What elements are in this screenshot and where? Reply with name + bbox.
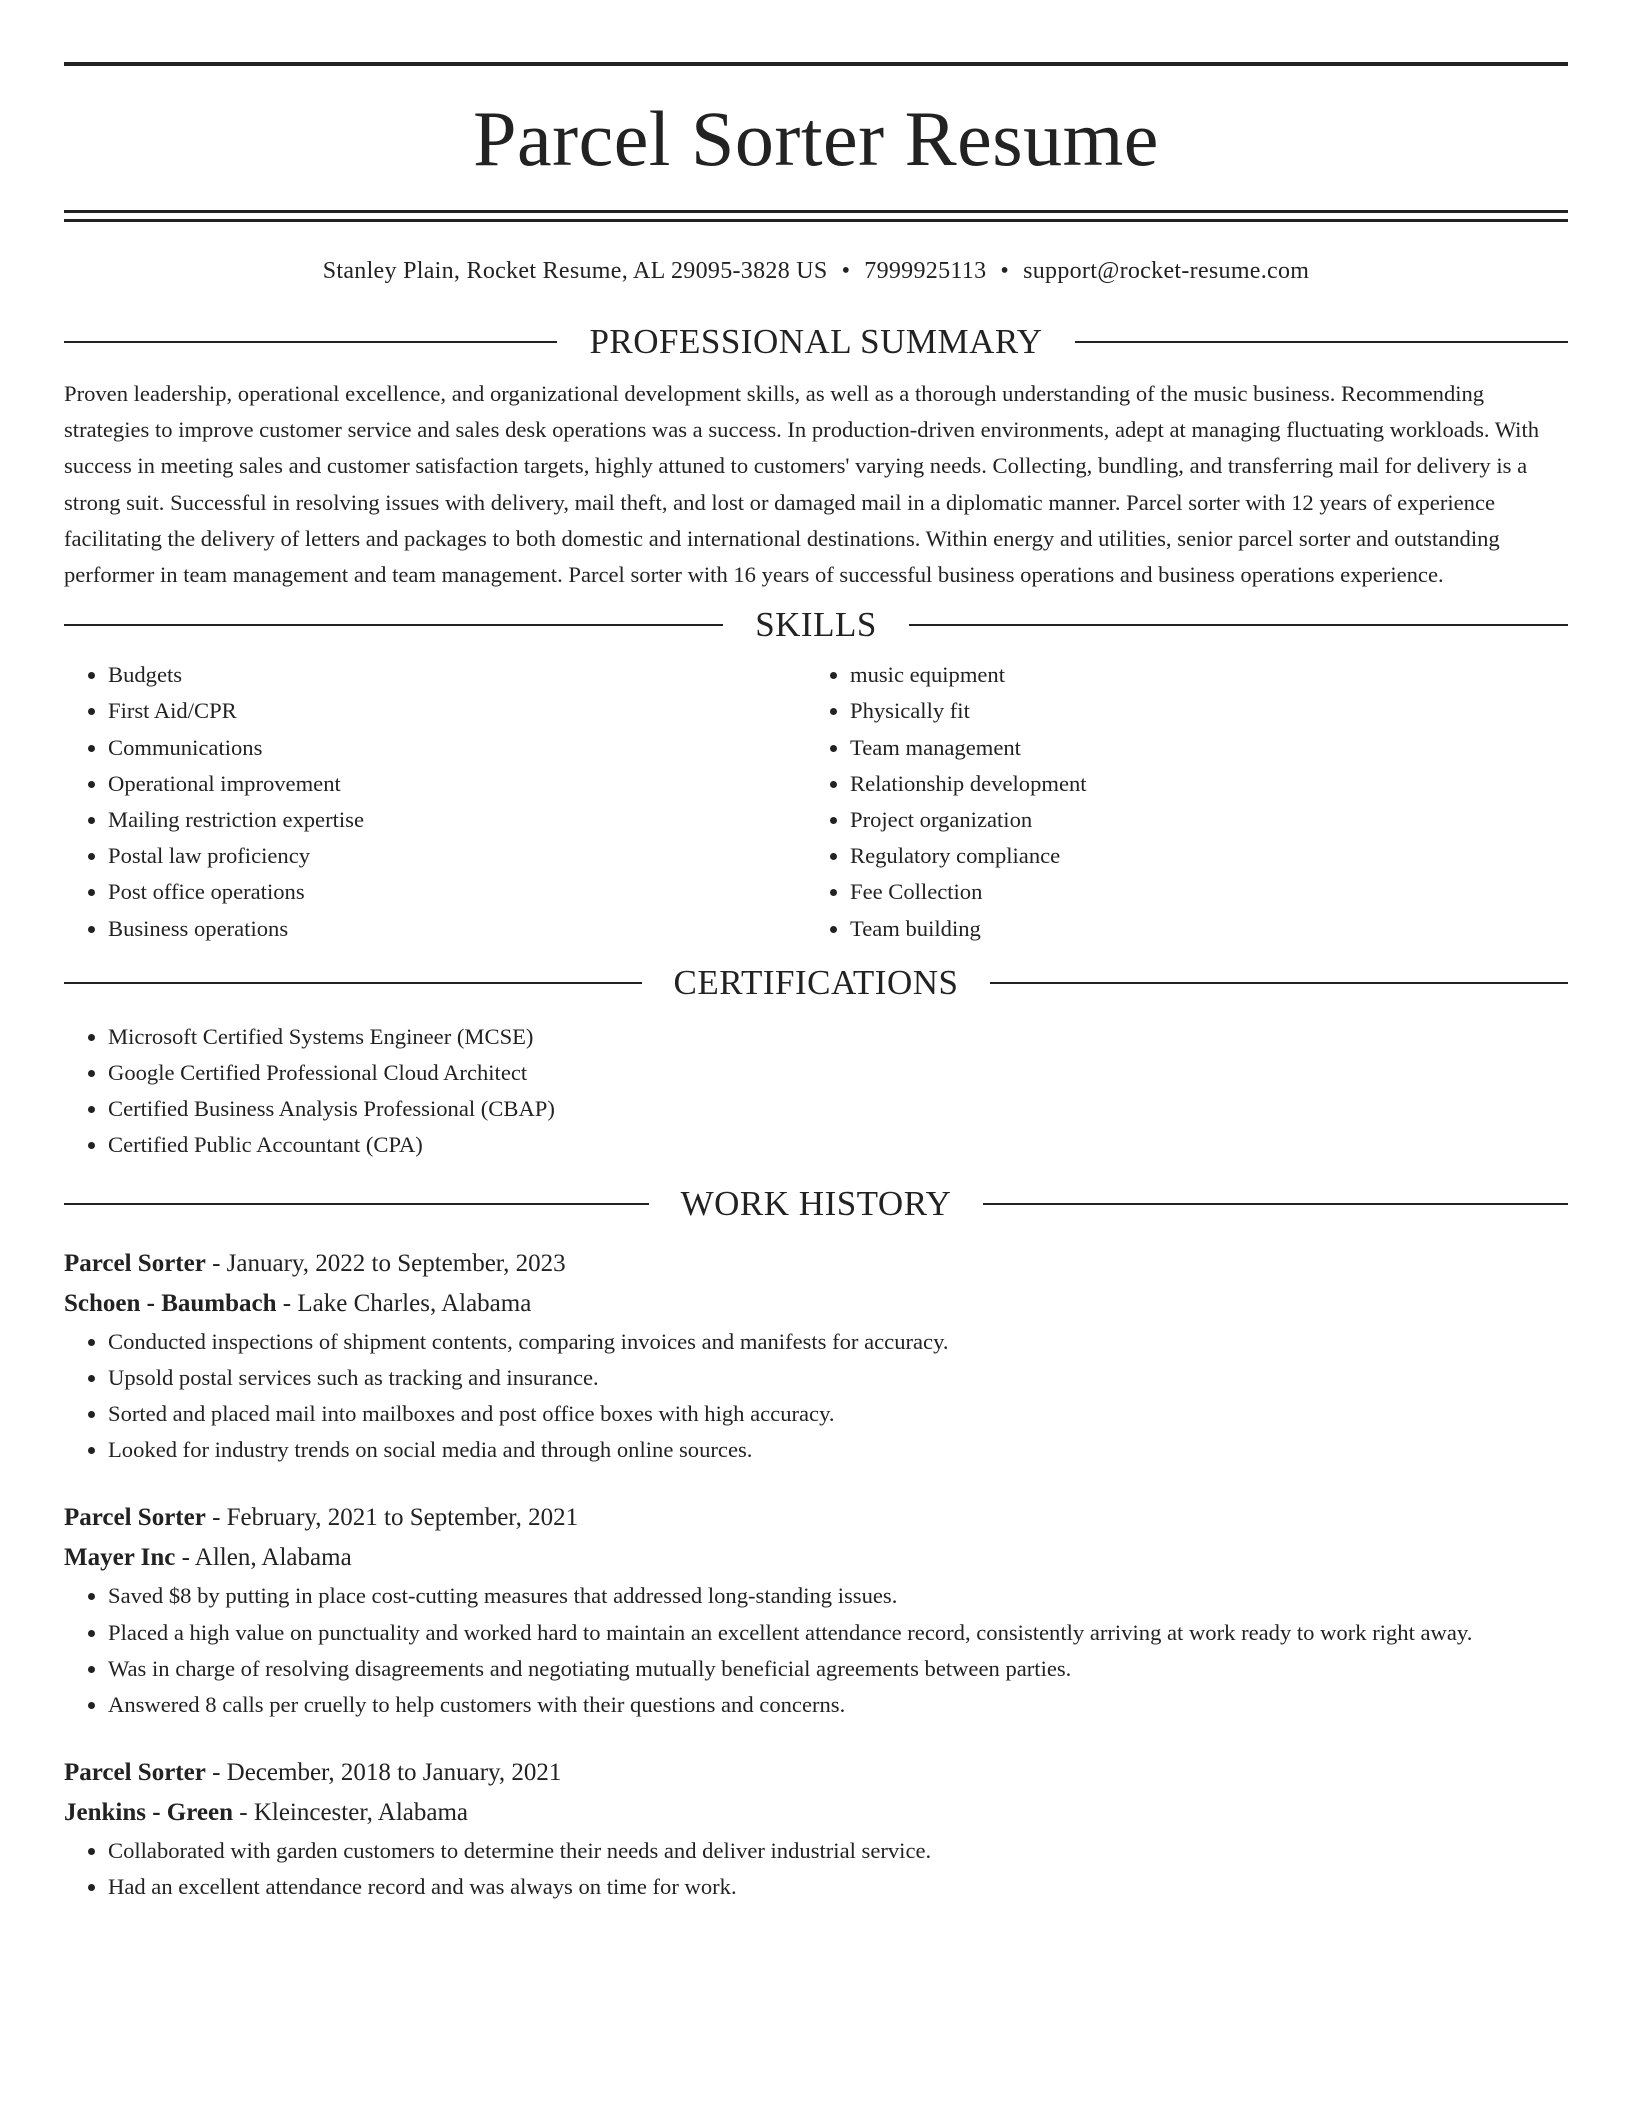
job-bullet: • Answered 8 calls per cruelly to help customers with their questions and concerns. (108, 1687, 1568, 1723)
contact-separator: • (841, 258, 851, 284)
job-title: Parcel Sorter (64, 1759, 206, 1787)
job-title-line (64, 1498, 1568, 1538)
skill-item: • Project organization (850, 802, 1568, 838)
summary-text: Proven leadership, operational excellence, and organizational development skills, as well as a thorough understanding of the music business. Recommending strategies to improve customer service and sales desk operations was a success. In production-driven environments, adept at managing fluctuating workloads. With success in meeting sales and customer satisfaction targets, highly attuned to customers' varying needs. Collecting, bundling, and transferring mail for delivery is a strong suit. Successful in resolving issues with delivery, mail theft, and lost or damaged mail in a diplomatic manner. Parcel sorter with 12 years of experience facilitating the delivery of letters and packages to both domestic and international destinations. Within energy and utilities, senior parcel sorter and outstanding performer in team management and team management. Parcel sorter with 16 years of successful business operations and business operations experience. (64, 381, 1540, 588)
heading-rule-right (909, 624, 1568, 626)
certification-item: • Certified Business Analysis Professional (CBAP) (108, 1091, 1568, 1127)
skill-item: • Regulatory compliance (850, 838, 1568, 874)
skill-item: • Postal law proficiency (108, 838, 806, 874)
resume-title: Parcel Sorter Resume (473, 95, 1159, 182)
contact-address: Stanley Plain, Rocket Resume, AL 29095-3828 US (322, 258, 828, 284)
certifications-heading: CERTIFICATIONS (673, 962, 959, 1002)
skills-heading: SKILLS (755, 605, 877, 645)
contact-separator: • (1000, 258, 1010, 284)
certification-item: • Certified Public Accountant (CPA) (108, 1127, 1568, 1163)
heading-rule-left (64, 341, 557, 343)
job-entry (64, 1244, 1568, 1469)
job-location: - Allen, Alabama (175, 1544, 352, 1572)
skills-list-left (64, 657, 806, 947)
job-dates: - February, 2021 to September, 2021 (205, 1504, 579, 1532)
job-bullet: • Sorted and placed mail into mailboxes and post office boxes with high accuracy. (108, 1396, 1568, 1432)
skill-item: • Physically fit (850, 693, 1568, 729)
job-dates: - January, 2022 to September, 2023 (205, 1249, 566, 1277)
skills-column-left (64, 657, 806, 947)
skills-grid (64, 657, 1568, 947)
heading-rule-left (64, 982, 642, 984)
certification-item: • Google Certified Professional Cloud Architect (108, 1055, 1568, 1091)
job-title: Parcel Sorter (64, 1504, 206, 1532)
skills-column-right (806, 657, 1568, 947)
job-bullet: • Upsold postal services such as tracking and insurance. (108, 1360, 1568, 1396)
skills-list-right (806, 657, 1568, 947)
heading-rule-right (983, 1203, 1568, 1205)
certifications-list (64, 1019, 1568, 1164)
skills-section-heading (64, 605, 1568, 645)
job-bullets (64, 1833, 1568, 1905)
certification-item: • Microsoft Certified Systems Engineer (MCSE) (108, 1019, 1568, 1055)
contact-line (64, 256, 1568, 286)
skill-item: • Communications (108, 730, 806, 766)
job-title-line (64, 1753, 1568, 1793)
top-rule (64, 62, 1568, 66)
work-history-heading: WORK HISTORY (680, 1183, 952, 1223)
skill-item: • Post office operations (108, 874, 806, 910)
skill-item: • music equipment (850, 657, 1568, 693)
job-title-line (64, 1244, 1568, 1284)
summary-heading: PROFESSIONAL SUMMARY (589, 322, 1043, 361)
job-bullet: • Looked for industry trends on social media and through online sources. (108, 1432, 1568, 1468)
job-bullet: • Conducted inspections of shipment contents, comparing invoices and manifests for accuracy. (108, 1324, 1568, 1360)
skill-item: • Team building (850, 911, 1568, 947)
job-company-line (64, 1793, 1568, 1833)
skill-item: • Operational improvement (108, 766, 806, 802)
job-bullet: • Collaborated with garden customers to determine their needs and deliver industrial service. (108, 1833, 1568, 1869)
job-title: Parcel Sorter (64, 1249, 206, 1277)
skill-item: • Budgets (108, 657, 806, 693)
job-company-line (64, 1284, 1568, 1324)
job-bullet: • Was in charge of resolving disagreements and negotiating mutually beneficial agreements between parties. (108, 1651, 1568, 1687)
job-bullet: • Had an excellent attendance record and was always on time for work. (108, 1869, 1568, 1905)
job-bullets (64, 1578, 1568, 1723)
certifications-section-heading (64, 963, 1568, 1003)
heading-rule-left (64, 624, 723, 626)
contact-phone: 7999925113 (864, 258, 987, 284)
job-entry (64, 1753, 1568, 1905)
job-company-line (64, 1538, 1568, 1578)
job-location: - Kleincester, Alabama (233, 1799, 469, 1827)
job-location: - Lake Charles, Alabama (276, 1289, 532, 1317)
job-dates: - December, 2018 to January, 2021 (205, 1759, 562, 1787)
skill-item: • Relationship development (850, 766, 1568, 802)
job-entry (64, 1498, 1568, 1723)
title-double-rule (64, 210, 1568, 222)
summary-section-heading (64, 322, 1568, 362)
job-bullet: • Placed a high value on punctuality and worked hard to maintain an excellent attendance record, consistently arriving at work ready to work right away. (108, 1615, 1568, 1651)
work-history-section-heading (64, 1184, 1568, 1224)
skill-item: • Team management (850, 730, 1568, 766)
job-bullets (64, 1324, 1568, 1469)
job-company: Jenkins - Green (64, 1799, 233, 1827)
skill-item: • First Aid/CPR (108, 693, 806, 729)
skill-item: • Mailing restriction expertise (108, 802, 806, 838)
heading-rule-left (64, 1203, 649, 1205)
job-bullet: • Saved $8 by putting in place cost-cutting measures that addressed long-standing issues. (108, 1578, 1568, 1614)
skill-item: • Fee Collection (850, 874, 1568, 910)
job-company: Schoen - Baumbach (64, 1289, 277, 1317)
heading-rule-right (990, 982, 1568, 984)
skill-item: • Business operations (108, 911, 806, 947)
heading-rule-right (1075, 341, 1568, 343)
contact-email: support@rocket-resume.com (1023, 258, 1310, 284)
job-company: Mayer Inc (64, 1544, 176, 1572)
